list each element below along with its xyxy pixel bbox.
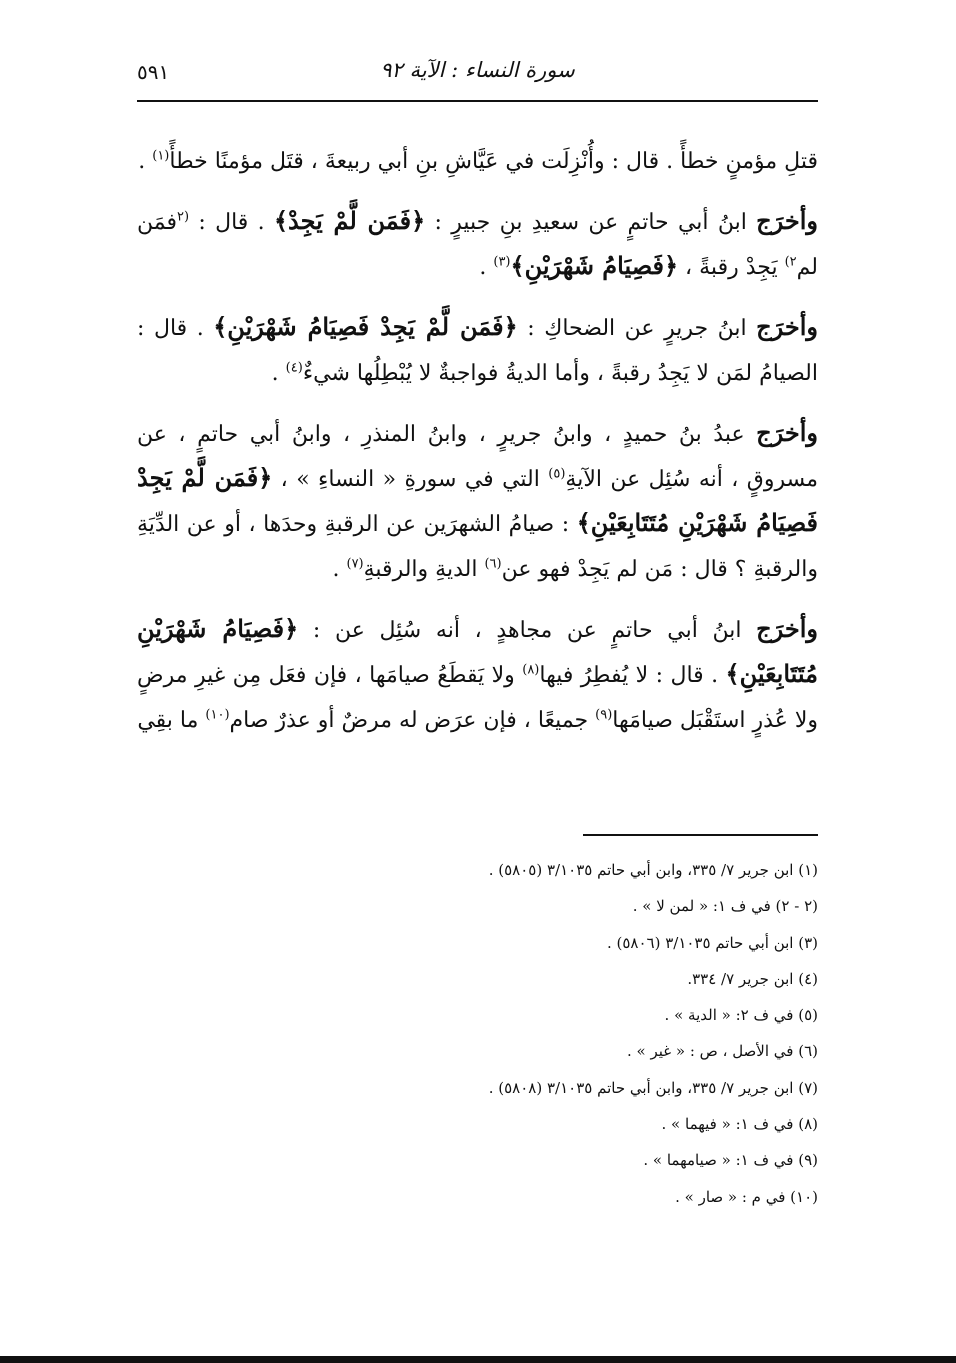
- footnote-marker: (١): [152, 148, 170, 164]
- paragraph-text: عبدُ بنُ حميدٍ ، وابنُ جريرٍ ، وابنُ المنذرِ ، وابنُ أبي حاتمٍ ، عن مسروقٍ ، أنه سُئِل عن الآيةِ: [137, 422, 819, 492]
- paragraph-text: ما بقِي: [137, 708, 206, 733]
- paragraph-text: ولا يَقطَعُ صيامَها ، فإن فعَل مِن غيرِ مرضٍ ولا عُذرٍ استَقْبَل صيامَها: [137, 663, 818, 733]
- paragraph-text: قتلِ مؤمنٍ خطأً . قال : وأُنْزِلَت في عَيَّاشِ بنِ أبي ربيعةَ ، قتَل مؤمنًا خطأً: [169, 149, 818, 174]
- paragraph-text: . قال :: [189, 210, 274, 235]
- paragraph-text: جميعًا ، فإن عرَض له مرضٌ أو عذرٌ صام: [229, 708, 589, 733]
- paragraph-text: . قال : لا يُفطِرُ فيها: [539, 663, 726, 688]
- paragraph-lead-word: وأخرَج: [756, 312, 818, 341]
- paragraph-text: : صيامُ الشهرَين عن الرقبةِ وحدَها ، أو عن الدِّيَةِ والرقبةِ ؟ قال : مَن لم يَجِدْ فهو عن: [137, 512, 818, 582]
- footnote-marker: (٨): [522, 662, 540, 678]
- page-bottom-edge: [0, 1356, 956, 1363]
- footnote-separator: [583, 834, 818, 836]
- page-number: ٥٩١: [137, 60, 170, 84]
- footnote-item: (٨) في ف ١: « فيهما » .: [661, 1115, 818, 1134]
- paragraph: [137, 138, 818, 183]
- paragraph-text: .: [479, 255, 494, 280]
- footnote-marker: (٩): [595, 707, 613, 723]
- footnote-marker: (١٠): [205, 707, 230, 723]
- paragraph-text: ابنُ أبي حاتمٍ عن سعيدِ بنِ جبيرٍ :: [425, 210, 757, 235]
- quran-quote: ﴿فَمَن لَّمْ يَجِدْ﴾: [273, 206, 426, 235]
- paragraph-lead-word: وأخرَج: [756, 206, 818, 235]
- paragraph-text: التي في سورةِ « النساءِ » ،: [272, 467, 549, 492]
- paragraph-text: الديةِ والرقبةِ: [363, 557, 478, 582]
- footnote-marker: (٣): [493, 254, 511, 270]
- quran-quote: ﴿فَمَن لَّمْ يَجِدْ فَصِيَامُ شَهْرَيْنِ مُتَتَابِعَيْنِ﴾: [137, 463, 818, 537]
- quran-quote: ﴿فَصِيَامُ شَهْرَيْنِ﴾: [510, 251, 679, 280]
- footnote-item: (٩) في ف ١: « صيامهما » .: [643, 1151, 818, 1170]
- footnote-marker: ٢): [784, 254, 797, 270]
- paragraph-text: ابنُ جريرٍ عن الضحاكِ :: [517, 316, 757, 341]
- paragraph-lead-word: وأخرَج: [756, 418, 818, 447]
- paragraph-text: ابنُ أبي حاتمٍ عن مجاهدٍ ، أنه سُئِل عن :: [298, 618, 757, 643]
- footnote-item: (٢ - ٢) في ف ١: « لمن لا » .: [632, 897, 818, 916]
- footnote-item: (٣) ابن أبي حاتم ٣/١٠٣٥ (٥٨٠٦) .: [606, 933, 818, 952]
- running-title: سورة النساء : الآية ٩٢: [380, 58, 575, 82]
- paragraph-text: يَجِدْ رقبةً ،: [678, 255, 778, 280]
- footnote-marker: (٦): [484, 556, 502, 572]
- paragraph-text: .: [271, 361, 286, 386]
- footnote-marker: (٢: [176, 209, 190, 225]
- paragraph-text: فمَن لم: [137, 210, 818, 280]
- header-rule: [137, 100, 818, 102]
- footnote-item: (٤) ابن جرير ٧/ ٣٣٤.: [687, 969, 818, 988]
- page-header: [137, 58, 818, 92]
- footnote-marker: (٧): [346, 556, 364, 572]
- paragraph-text: .: [138, 149, 153, 174]
- paragraph: [137, 607, 818, 742]
- quran-quote: ﴿فَصِيَامُ شَهْرَيْنِ مُتَتَابِعَيْنِ﴾: [137, 614, 818, 688]
- quran-quote: ﴿فَمَن لَّمْ يَجِدْ فَصِيَامُ شَهْرَيْنِ﴾: [213, 312, 518, 341]
- footnote-item: (٥) في ف ٢: « الدية » .: [664, 1006, 818, 1025]
- footnote-item: (٧) ابن جرير ٧/ ٣٣٥، وابن أبي حاتم ٣/١٠٣٥ (٥٨٠٨) .: [488, 1078, 818, 1097]
- paragraph: [137, 305, 818, 395]
- footnote-item: (١٠) في م : « صار » .: [675, 1187, 818, 1206]
- paragraph: [137, 199, 818, 289]
- paragraph-text: .: [332, 557, 347, 582]
- main-text: [137, 138, 818, 758]
- footnote-marker: (٤): [285, 360, 303, 376]
- paragraph: [137, 411, 818, 591]
- footnote-marker: (٥): [548, 466, 566, 482]
- paragraph-lead-word: وأخرَج: [756, 614, 818, 643]
- footnote-item: (١) ابن جرير ٧/ ٣٣٥، وابن أبي حاتم ٣/١٠٣٥ (٥٨٠٥) .: [488, 861, 818, 879]
- footnotes: [137, 856, 818, 1219]
- paragraph-text: . قال : الصيامُ لمَن لا يَجِدُ رقبةً ، وأما الديةُ فواجبةٌ لا يُبْطِلُها شيءٌ: [137, 316, 818, 386]
- footnote-item: (٦) في الأصل ، ص : « غير » .: [627, 1042, 818, 1061]
